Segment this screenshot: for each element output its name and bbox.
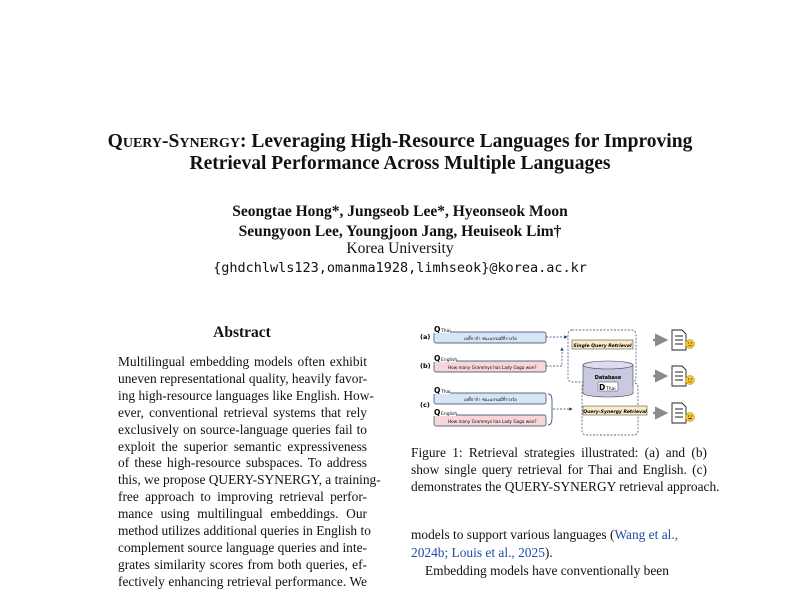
english-query-text: How many Grammys has Lady Gaga won? xyxy=(448,419,537,424)
body-line: Embedding models have conventionally been xyxy=(425,563,669,578)
thai-query-text: เลดี้กาก้า ชนะแกรมมี่กี่รางวัล xyxy=(464,397,517,402)
abstract-line: grates similarity scores from both queries, ef- xyxy=(118,556,367,572)
caption-line: demonstrates the QUERY-SYNERGY retrieval approach. xyxy=(411,479,720,494)
body-text: models to support various languages ( xyxy=(411,527,615,542)
abstract-line: uneven representational quality, heavily favor- xyxy=(118,370,368,386)
title-line-1 xyxy=(60,131,740,153)
abstract-line: exploit the superior semantic expressiveness xyxy=(118,438,367,454)
document-icon xyxy=(672,366,695,386)
method-name: Query-Synergy xyxy=(107,131,241,152)
database-cylinder xyxy=(583,361,633,397)
body-line xyxy=(411,544,707,562)
lang-label-english: English xyxy=(441,358,458,363)
d-lang-label: Thai xyxy=(606,387,616,392)
body-text: ). xyxy=(544,545,553,560)
abstract-line: exclusively on source-language queries fail to xyxy=(118,421,367,437)
row-label-b: (b) xyxy=(420,362,431,370)
authors-line-1: Seongtae Hong*, Jungseob Lee*, Hyeonseok Moon xyxy=(232,203,568,220)
body-line xyxy=(411,526,707,544)
document-icon xyxy=(672,330,695,350)
thai-query-text: เลดี้กาก้า ชนะแกรมมี่กี่รางวัล xyxy=(464,336,517,341)
abstract-body xyxy=(118,354,381,589)
author-email[interactable]: {ghdchlwls123,omanma1928,limhseok}@korea.ac.kr xyxy=(213,260,587,276)
database-label: Database xyxy=(594,375,622,381)
abstract-line: of these high-resource subspaces. To address xyxy=(118,455,367,471)
citation-link[interactable]: 2024b; Louis et al., 2025 xyxy=(411,545,545,560)
query-english-b xyxy=(434,354,546,372)
q-icon: Q xyxy=(434,408,441,417)
lang-label-thai: Thai xyxy=(441,329,451,334)
single-retrieval-label: Single Query Retrieval xyxy=(573,344,632,349)
affiliation: Korea University xyxy=(346,240,454,257)
grin-face-icon xyxy=(686,413,695,422)
title-line-1-rest: : Leveraging High-Resource Languages for Improving xyxy=(240,131,693,152)
lang-label-thai: Thai xyxy=(441,390,451,395)
q-icon: Q xyxy=(434,325,441,334)
title-line-2: Retrieval Performance Across Multiple Languages xyxy=(189,153,611,174)
row-label-a: (a) xyxy=(420,333,431,341)
abstract-line: complement source language queries and inte- xyxy=(118,539,367,555)
abstract-line: free approach to improving retrieval perfor- xyxy=(118,489,367,505)
lang-label-english: English xyxy=(441,412,458,417)
abstract-line: this, we propose QUERY-SYNERGY, a training- xyxy=(118,472,381,488)
q-icon: Q xyxy=(434,354,441,363)
abstract-line: Multilingual embedding models often exhibit xyxy=(118,354,367,369)
abstract-heading: Abstract xyxy=(213,324,271,341)
caption-line: show single query retrieval for Thai and English. (c) xyxy=(411,462,707,477)
q-icon: Q xyxy=(434,386,441,395)
document-icon xyxy=(672,403,695,423)
paper-title xyxy=(60,131,740,175)
abstract-line: ever, conventional retrieval systems that rely xyxy=(118,404,367,420)
abstract-line: mance using multilingual embeddings. Our xyxy=(118,506,367,522)
figure-1-diagram xyxy=(412,320,708,438)
figure-1-caption xyxy=(411,444,720,495)
body-text-right-column xyxy=(411,526,707,578)
query-thai-c xyxy=(434,386,546,404)
authors-line-2: Seungyoon Lee, Youngjoon Jang, Heuiseok Lim† xyxy=(238,223,562,240)
confused-face-icon xyxy=(686,340,695,349)
citation-link[interactable]: Wang et al., xyxy=(614,527,679,542)
smile-face-icon xyxy=(686,376,695,385)
author-list xyxy=(100,202,700,242)
query-thai-a xyxy=(434,325,546,343)
d-icon: D xyxy=(599,383,606,392)
abstract-line: fectively enhancing retrieval performance. We xyxy=(118,573,367,589)
query-english-c xyxy=(434,408,546,426)
caption-line: Figure 1: Retrieval strategies illustrated: (a) and (b) xyxy=(411,445,707,460)
synergy-retrieval-label: Query-Synergy Retrieval xyxy=(583,410,647,415)
query-group-bracket xyxy=(548,394,552,425)
abstract-line: method utilizes additional queries in English to xyxy=(118,523,371,539)
abstract-line: ing high-resource languages like English. How- xyxy=(118,387,374,403)
row-label-c: (c) xyxy=(420,401,430,409)
english-query-text: How many Grammys has Lady Gaga won? xyxy=(448,365,537,370)
